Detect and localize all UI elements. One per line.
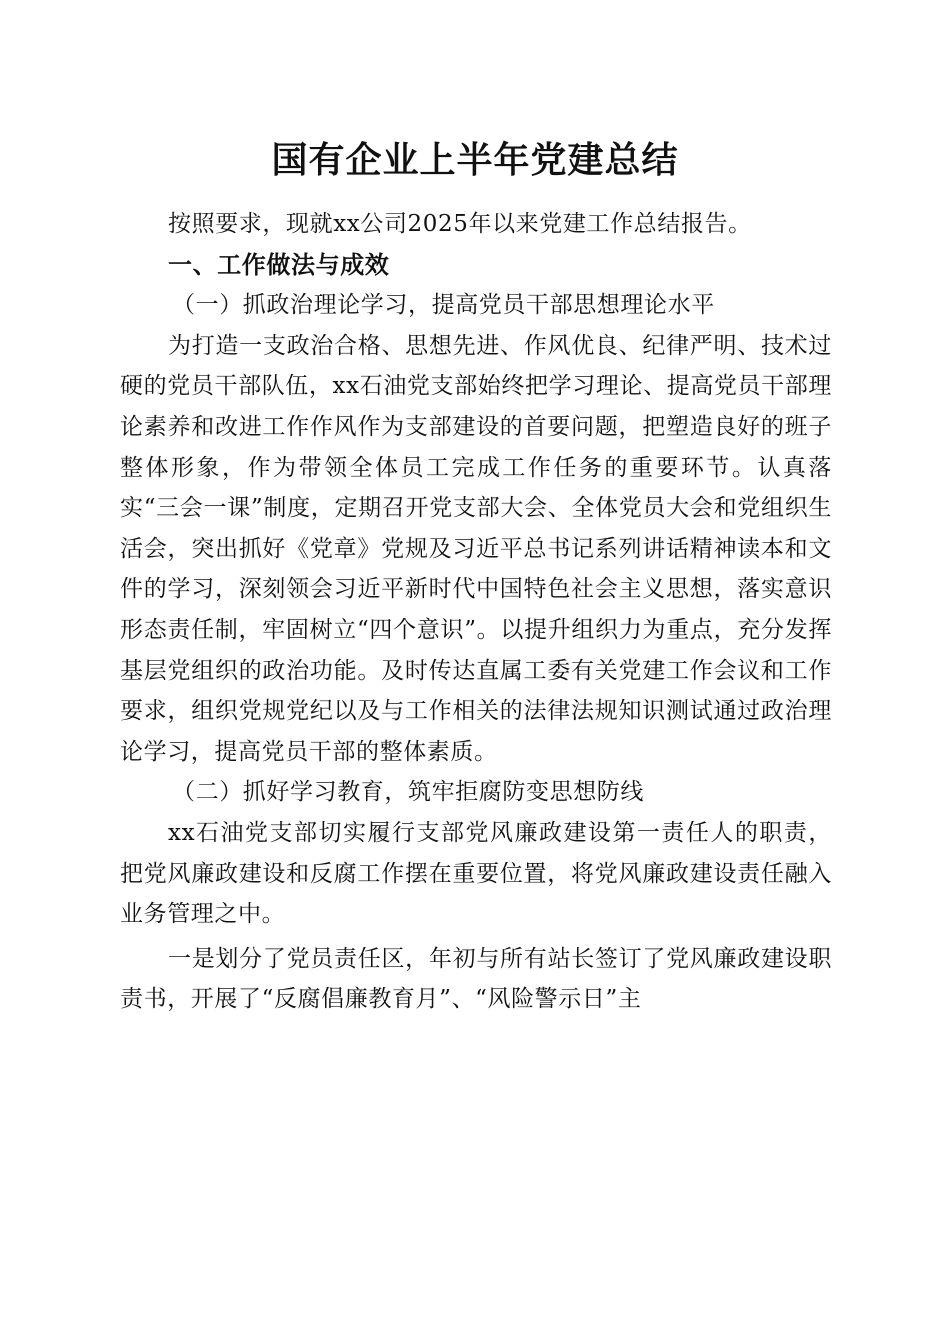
body-paragraph-3: 一是划分了党员责任区，年初与所有站长签订了党风廉政建设职责书，开展了“反腐倡廉教育月”、“风险警示日”主 <box>120 945 832 1013</box>
document-body <box>120 204 832 1020</box>
section-heading-1: 一、工作做法与成效 <box>168 249 390 279</box>
subsection-heading-1: （一）抓政治理论学习，提高党员干部思想理论水平 <box>172 292 715 319</box>
subsection-heading-2: （二）抓好学习教育，筑牢拒腐防变思想防线 <box>172 779 644 806</box>
body-paragraph-1: 为打造一支政治合格、思想先进、作风优良、纪律严明、技术过硬的党员干部队伍，xx石油党支部始终把学习理论、提高党员干部理论素养和改进工作作风作为支部建设的首要问题，把塑造良好的班子整体形象，作为带领全体员工完成工作任务的重要环节。认真落实“三会一课”制度，定期召开党支部大会、全体党员大会和党组织生活会，突出抓好《党章》党规及习近平总书记系列讲话精神读本和文件的学习，深刻领会习近平新时代中国特色社会主义思想，落实意识形态责任制，牢固树立“四个意识”。以提升组织力为重点，充分发挥基层党组织的政治功能。及时传达直属工委有关党建工作会议和工作要求，组织党规党纪以及与工作相关的法律法规知识测试通过政治理论学习，提高党员干部的整体素质。 <box>120 332 832 765</box>
body-paragraph-2: xx石油党支部切实履行支部党风廉政建设第一责任人的职责，把党风廉政建设和反腐工作摆在重要位置，将党风廉政建设责任融入业务管理之中。 <box>120 819 832 928</box>
document-title: 国有企业上半年党建总结 <box>271 139 679 181</box>
intro-paragraph: 按照要求，现就xx公司2025年以来党建工作总结报告。 <box>168 211 752 237</box>
